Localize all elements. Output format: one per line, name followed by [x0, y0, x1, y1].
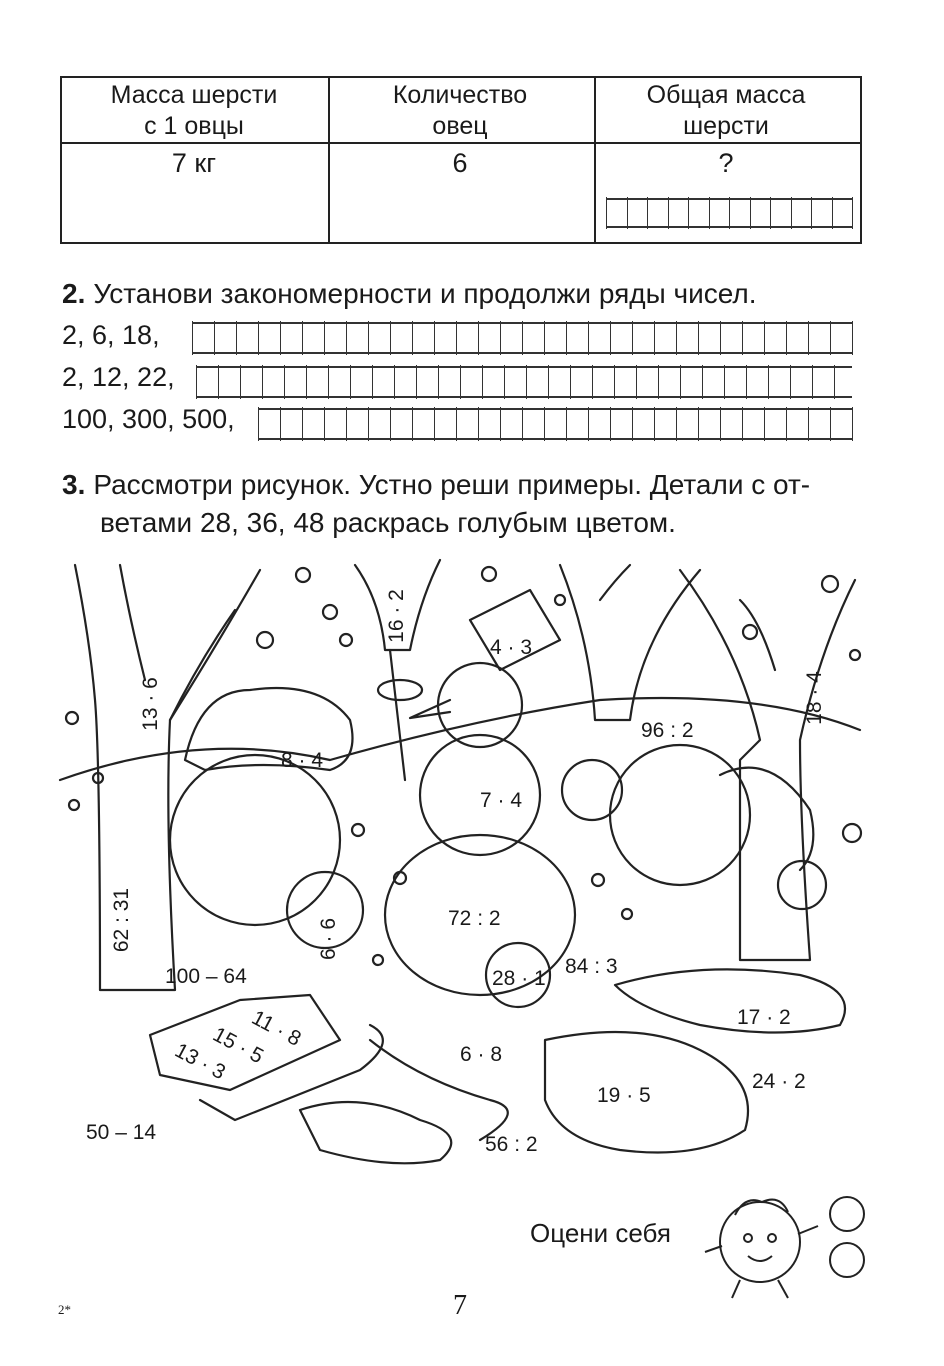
div84-label: 84 : 3 [565, 955, 618, 978]
trunk-label: 62 : 31 [110, 887, 134, 953]
rating-circle-bottom[interactable] [830, 1243, 864, 1277]
tree-right-label: 18 · 4 [802, 671, 826, 725]
m24-label: 24 · 2 [752, 1070, 806, 1093]
sub100-label: 100 – 64 [165, 965, 247, 988]
tree-branch [600, 565, 630, 600]
table-cell-total-wool: ? [718, 148, 734, 178]
snowman-base-label: 72 : 2 [448, 907, 501, 930]
sled-label-3: 13 · 3 [170, 1038, 230, 1085]
div56-label: 56 : 2 [485, 1133, 538, 1156]
bucket-label: 4 · 3 [490, 636, 533, 659]
sequence-row-3: 100, 300, 500, [62, 404, 235, 434]
kolobok-left-hat [185, 688, 353, 770]
kolobok-right [610, 745, 750, 885]
broom-label: 16 · 2 [384, 589, 408, 643]
rating-circles [822, 1192, 872, 1282]
sled-label-2: 15 · 5 [208, 1022, 268, 1069]
table-cell-sheep-count: 6 [452, 148, 468, 178]
ball-label: 28 · 1 [492, 967, 546, 990]
character-smile [748, 1256, 772, 1261]
tree-left-branch [120, 565, 145, 680]
m19-label: 19 · 5 [597, 1084, 651, 1107]
task3-number: 3. [62, 469, 86, 500]
broom-stick [390, 650, 405, 780]
tree-right-a [560, 565, 700, 720]
self-assessment-label: Оцени себя [530, 1218, 671, 1248]
snowman-middle-label: 7 · 4 [480, 789, 523, 812]
page-number: 7 [453, 1290, 467, 1321]
task2-text: Установи закономерности и продолжи ряды чисел. [93, 278, 757, 309]
snowball-small-label: 6 · 6 [317, 917, 341, 961]
puddle [615, 969, 845, 1032]
sub50-label: 50 – 14 [86, 1121, 157, 1144]
div96-label: 96 : 2 [641, 719, 694, 742]
rating-circle-top[interactable] [830, 1197, 864, 1231]
sequence-row-1: 2, 6, 18, [62, 320, 160, 350]
task2-number: 2. [62, 278, 86, 309]
kolobok-left [170, 755, 340, 925]
sequence-row-2: 2, 12, 22, [62, 362, 175, 392]
snowball-throw [562, 760, 622, 820]
kolobok-right-hat [720, 768, 813, 870]
task3-line1: Рассмотри рисунок. Устно реши примеры. Детали с от- [93, 469, 811, 500]
m17-label: 17 · 2 [737, 1006, 791, 1029]
character-body [720, 1202, 800, 1282]
task3-line2: ветами 28, 36, 48 раскрась голубым цветом. [100, 507, 676, 538]
table-cell-wool-per-sheep: 7 кг [171, 148, 217, 178]
corner-mark: 2* [58, 1302, 71, 1317]
table-header-total-wool: Общая масса шерсти [646, 81, 806, 140]
snowman-nose [410, 700, 450, 718]
tree-right-b [680, 570, 855, 960]
tree-left-label: 13 · 6 [138, 677, 162, 731]
table-header-wool-per-sheep: Масса шерсти с 1 овцы [110, 81, 278, 140]
table-header-sheep-count: Количество овец [392, 81, 528, 140]
puddle [300, 1102, 451, 1163]
sled-label-1: 11 · 8 [247, 1006, 305, 1051]
m6x8-label: 6 · 8 [460, 1043, 503, 1066]
hat-label: 8 · 4 [281, 749, 324, 772]
broom-band [378, 680, 422, 700]
